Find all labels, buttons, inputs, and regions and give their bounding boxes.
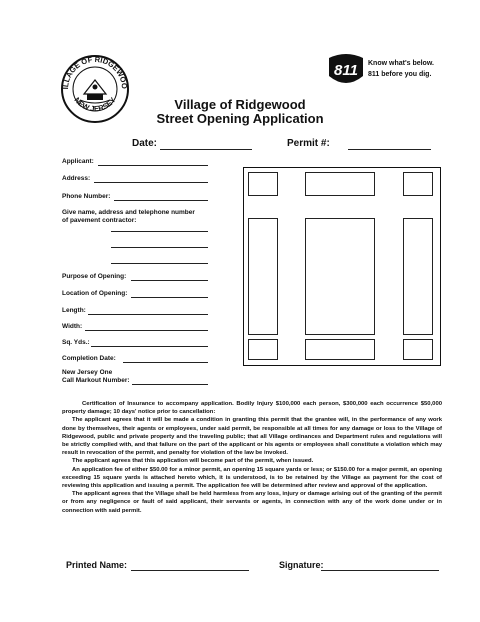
phone-number-label: Phone Number: xyxy=(62,193,111,200)
address-field[interactable] xyxy=(94,182,208,183)
street-sketch-area[interactable] xyxy=(243,167,441,366)
printed-name-field[interactable] xyxy=(131,570,249,571)
address-label: Address: xyxy=(62,175,91,182)
sq-yds-field[interactable] xyxy=(91,346,208,347)
applicant-label: Applicant: xyxy=(62,158,94,165)
contractor-label-line2: of pavement contractor: xyxy=(62,217,137,224)
terms-paragraph: Certification of Insurance to accompany application. Bodily Injury $100,000 each person, $300,000 each occurrence $50,000 property damage; 10 days' notice prior to cancellation: xyxy=(62,401,442,416)
length-label: Length: xyxy=(62,307,86,314)
sketch-block-top-center xyxy=(305,172,375,196)
date-label: Date: xyxy=(132,138,158,149)
completion-date-field[interactable] xyxy=(123,362,208,363)
document-title-application: Street Opening Application xyxy=(156,111,324,126)
sketch-block-bottom-center xyxy=(305,339,375,360)
phone-number-field[interactable] xyxy=(114,200,208,201)
contractor-field-2[interactable] xyxy=(111,247,208,248)
document-title-village: Village of Ridgewood xyxy=(174,97,306,112)
svg-text:811: 811 xyxy=(334,62,358,79)
logo-tagline-2: 811 before you dig. xyxy=(368,71,432,78)
terms-paragraph: The applicant agrees that the Village shall be held harmless from any loss, injury or damage arising out of the granting of the permit or from any negligence or fault of said applicant, their servants or agents, in connection with any of the work done under or in connection with said permit. xyxy=(62,491,442,514)
printed-name-label: Printed Name: xyxy=(66,560,128,570)
location-label: Location of Opening: xyxy=(62,290,128,297)
sketch-block-bottom-left xyxy=(248,339,278,360)
sketch-block-bottom-right xyxy=(403,339,433,360)
width-label: Width: xyxy=(62,323,83,330)
sketch-block-center xyxy=(305,218,375,335)
nj-one-call-label-line2: Call Markout Number: xyxy=(62,377,130,384)
applicant-field[interactable] xyxy=(98,165,208,166)
svg-text:NEW JERSEY: NEW JERSEY xyxy=(72,95,118,114)
permit-number-field[interactable] xyxy=(348,149,431,150)
call-811-logo xyxy=(326,52,446,88)
terms-paragraph: An application fee of either $50.00 for a minor permit, an opening 15 square yards or less; or $150.00 for a major permit, an opening exceeding 15 square yards is attached hereto which, it is understood, is to be retained by the Village as payment for the cost of reviewing this application and issuing a permit. The application fee will be determined after review and approval of the application. xyxy=(62,466,442,490)
nj-one-call-field[interactable] xyxy=(132,384,208,385)
signature-field[interactable] xyxy=(321,570,439,571)
sketch-block-top-right xyxy=(403,172,433,196)
terms-and-conditions xyxy=(62,400,442,515)
length-field[interactable] xyxy=(88,314,208,315)
sketch-block-middle-left xyxy=(248,218,278,335)
contractor-field-1[interactable] xyxy=(111,231,208,232)
purpose-field[interactable] xyxy=(131,280,208,281)
sq-yds-label: Sq. Yds.: xyxy=(62,339,90,346)
width-field[interactable] xyxy=(85,330,208,331)
terms-paragraph: The applicant agrees that this application will become part of the permit, when issued. xyxy=(72,458,314,465)
sketch-block-top-left xyxy=(248,172,278,196)
svg-text:VILLAGE OF RIDGEWOOD: ILLAGE OF RIDGEWOO xyxy=(60,54,130,90)
contractor-label-line1: Give name, address and telephone number xyxy=(62,209,195,216)
completion-date-label: Completion Date: xyxy=(62,355,116,362)
purpose-label: Purpose of Opening: xyxy=(62,273,127,280)
terms-paragraph: The applicant agrees that it will be made a condition in granting this permit that the grantee will, in the performance of any work done by themselves, their agents or employees, under said permit, be responsible at all times for any damage or loss to the Village of Ridgewood, public and private property and the traveling public; that all Village ordinances and Department rules and regulations will be strictly complied with, and that failure on the part of the applicant or his agents or employees shall constitute a violation which may result in revocation of the permit, and penalty for violation of the law be invoked. xyxy=(62,417,442,457)
logo-tagline-1: Know what's below. xyxy=(368,60,434,67)
sketch-block-middle-right xyxy=(403,218,433,335)
nj-one-call-label-line1: New Jersey One xyxy=(62,369,113,376)
permit-number-label: Permit #: xyxy=(287,138,330,149)
contractor-field-3[interactable] xyxy=(111,263,208,264)
date-field[interactable] xyxy=(160,149,252,150)
location-field[interactable] xyxy=(131,297,208,298)
signature-label: Signature: xyxy=(279,560,324,570)
